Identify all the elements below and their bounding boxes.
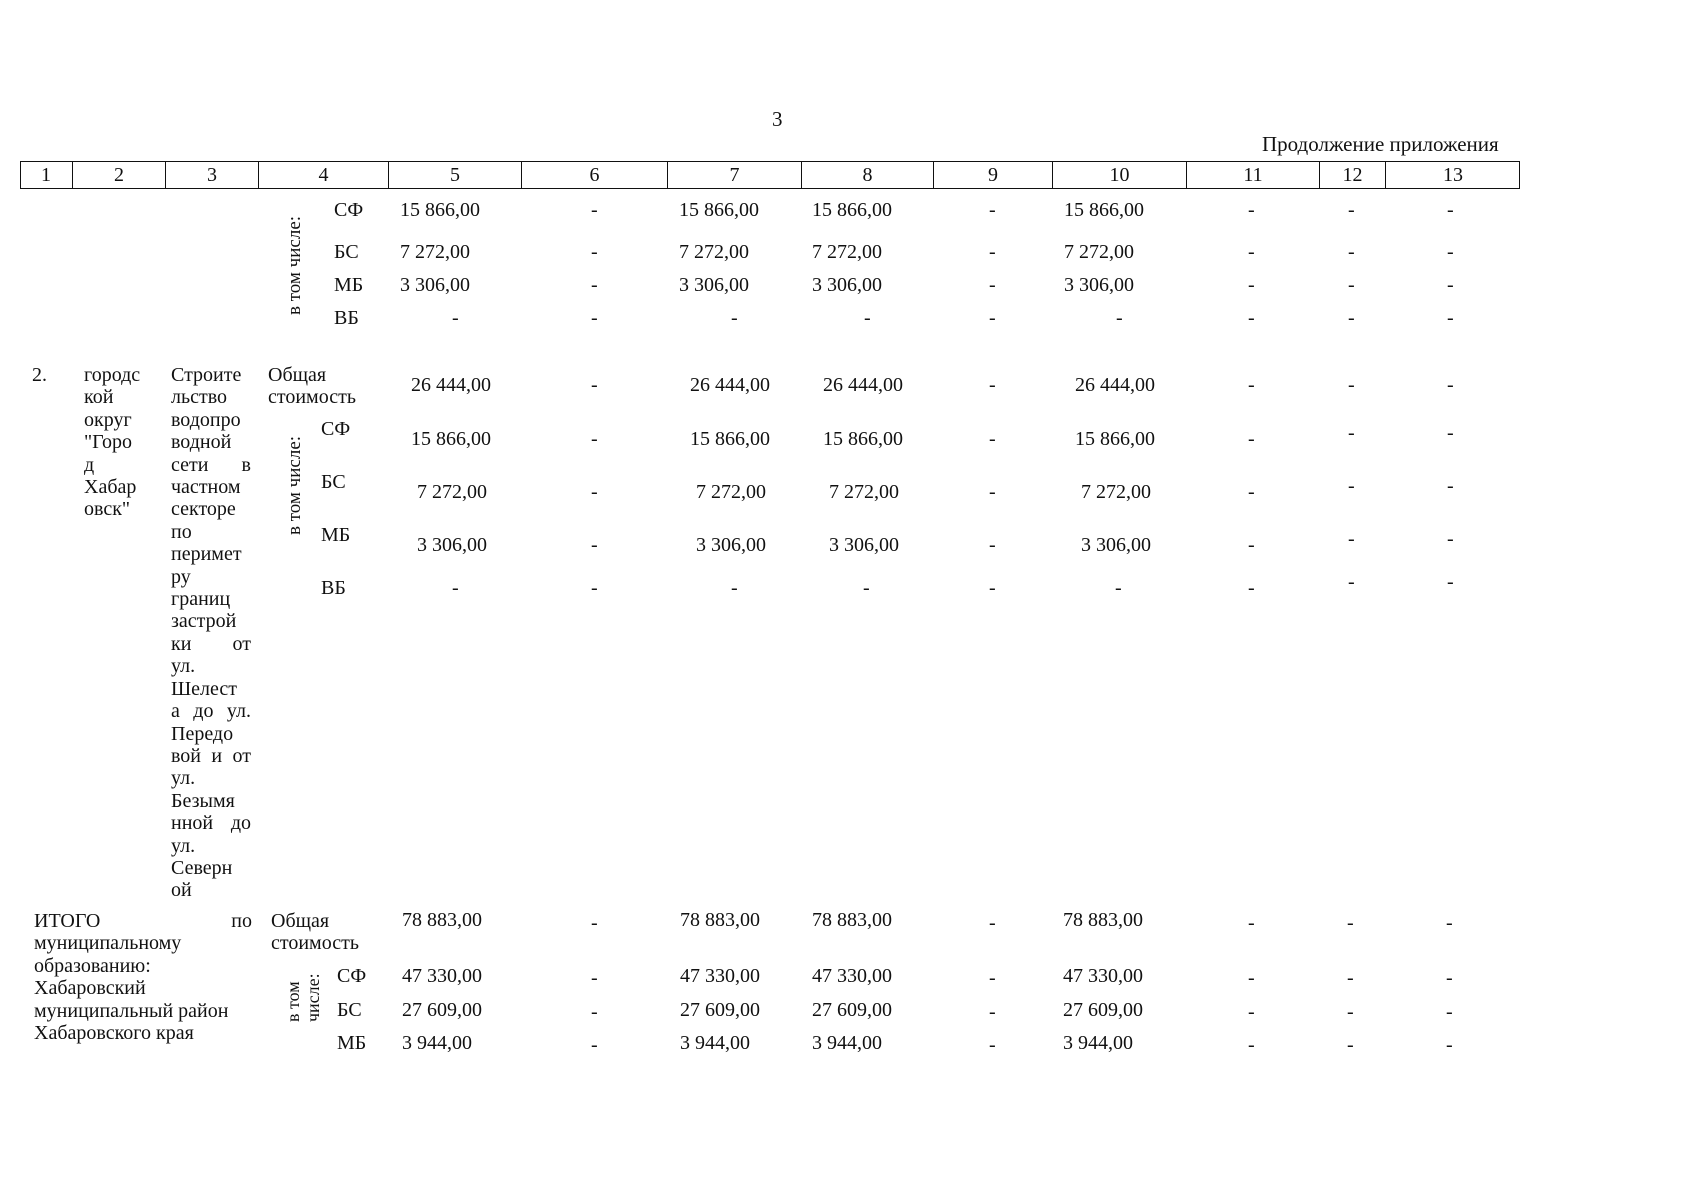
block2-project-name-line: льство bbox=[171, 386, 228, 409]
value-c11: - bbox=[1248, 1001, 1255, 1023]
value-c5: - bbox=[452, 307, 459, 329]
value-c13: - bbox=[1447, 241, 1454, 263]
value-c13: - bbox=[1447, 528, 1454, 550]
header-col-1: 1 bbox=[20, 161, 73, 189]
value-c6: - bbox=[591, 199, 598, 221]
value-c11: - bbox=[1248, 1034, 1255, 1056]
value-c9: - bbox=[989, 274, 996, 296]
value-c8: 3 306,00 bbox=[812, 274, 882, 296]
header-col-2: 2 bbox=[73, 161, 166, 189]
block2-project-name-line: водной bbox=[171, 431, 232, 454]
header-col-12: 12 bbox=[1320, 161, 1386, 189]
header-col-9: 9 bbox=[934, 161, 1053, 189]
block2-project-name-line: Безымя bbox=[171, 789, 235, 812]
grand-total-cost-label bbox=[271, 910, 359, 954]
value-c12: - bbox=[1347, 1034, 1354, 1056]
block2-project-name-line: ул. bbox=[171, 767, 196, 790]
value-c5: 27 609,00 bbox=[402, 999, 482, 1021]
value-c6: - bbox=[591, 274, 598, 296]
block1-vertical-label: в том числе: bbox=[284, 215, 305, 315]
funding-type-МБ: МБ bbox=[321, 524, 351, 546]
value-c9: - bbox=[989, 241, 996, 263]
value-c12: - bbox=[1348, 422, 1355, 444]
value-c6: - bbox=[591, 967, 598, 989]
value-c9: - bbox=[989, 307, 996, 329]
value-c11: - bbox=[1248, 481, 1255, 503]
value-c8: - bbox=[863, 577, 870, 599]
value-c9: - bbox=[989, 428, 996, 450]
total-c11: - bbox=[1248, 374, 1255, 396]
header-col-11: 11 bbox=[1187, 161, 1320, 189]
block2-project-name-line: ул. bbox=[171, 834, 196, 857]
grand-total-c6: - bbox=[591, 912, 598, 934]
value-c7: 3 306,00 bbox=[679, 274, 749, 296]
total-c9: - bbox=[989, 374, 996, 396]
value-c9: - bbox=[989, 534, 996, 556]
grand-total-c7: 78 883,00 bbox=[680, 909, 760, 931]
value-c13: - bbox=[1447, 475, 1454, 497]
grand-total-vertical-line2: числе: bbox=[303, 973, 323, 1022]
block2-project-name-line: сети в bbox=[171, 453, 251, 476]
value-c10: - bbox=[1115, 577, 1122, 599]
value-c13: - bbox=[1447, 199, 1454, 221]
value-c10: 7 272,00 bbox=[1081, 481, 1151, 503]
block2-project-name bbox=[171, 364, 251, 902]
block2-municipality-line: овск" bbox=[84, 498, 131, 521]
block2-project-name-line: по bbox=[171, 520, 192, 543]
grand-total-label-line: муниципальный район bbox=[34, 999, 229, 1022]
header-col-5: 5 bbox=[389, 161, 522, 189]
block2-project-name-line: Шелест bbox=[171, 677, 238, 700]
funding-type-СФ: СФ bbox=[321, 418, 351, 440]
grand-total-label-line: образованию: bbox=[34, 954, 151, 977]
grand-total-vertical-line1: в том bbox=[283, 981, 303, 1022]
value-c8: 3 944,00 bbox=[812, 1032, 882, 1054]
grand-total-label-line: муниципальному bbox=[34, 932, 182, 955]
value-c10: 7 272,00 bbox=[1064, 241, 1134, 263]
grand-total-label-rest bbox=[34, 932, 252, 1044]
value-c10: 47 330,00 bbox=[1063, 965, 1143, 987]
value-c10: 3 306,00 bbox=[1064, 274, 1134, 296]
page-number: 3 bbox=[772, 107, 783, 131]
value-c9: - bbox=[989, 1034, 996, 1056]
value-c12: - bbox=[1348, 199, 1355, 221]
value-c5: 15 866,00 bbox=[411, 428, 491, 450]
block2-project-name-line: секторе bbox=[171, 498, 236, 521]
funding-type-ВБ: ВБ bbox=[334, 307, 359, 329]
grand-total-label-right: по bbox=[231, 910, 252, 932]
funding-type-БС: БС bbox=[321, 471, 346, 493]
value-c13: - bbox=[1447, 274, 1454, 296]
value-c9: - bbox=[989, 577, 996, 599]
value-c11: - bbox=[1248, 428, 1255, 450]
header-col-6: 6 bbox=[522, 161, 668, 189]
total-c13: - bbox=[1447, 374, 1454, 396]
value-c12: - bbox=[1348, 475, 1355, 497]
block2-municipality-line: городс bbox=[84, 364, 141, 386]
header-col-4: 4 bbox=[259, 161, 389, 189]
block2-project-name-line: границ bbox=[171, 588, 231, 611]
total-c5: 26 444,00 bbox=[411, 374, 491, 396]
block2-vertical-label: в том числе: bbox=[284, 435, 305, 535]
value-c9: - bbox=[989, 967, 996, 989]
grand-total-label bbox=[34, 910, 252, 1044]
value-c11: - bbox=[1248, 274, 1255, 296]
block2-project-name-line: ру bbox=[171, 565, 191, 588]
value-c8: 7 272,00 bbox=[812, 241, 882, 263]
value-c7: 15 866,00 bbox=[679, 199, 759, 221]
value-c8: 7 272,00 bbox=[829, 481, 899, 503]
value-c10: 3 306,00 bbox=[1081, 534, 1151, 556]
value-c10: 15 866,00 bbox=[1064, 199, 1144, 221]
grand-total-label-line: Хабаровского края bbox=[34, 1022, 194, 1045]
value-c11: - bbox=[1248, 241, 1255, 263]
value-c6: - bbox=[591, 307, 598, 329]
block2-project-name-line: частном bbox=[171, 476, 241, 499]
total-c6: - bbox=[591, 374, 598, 396]
value-c8: - bbox=[864, 307, 871, 329]
value-c12: - bbox=[1347, 967, 1354, 989]
value-c8: 15 866,00 bbox=[812, 199, 892, 221]
header-col-7: 7 bbox=[668, 161, 802, 189]
header-col-10: 10 bbox=[1053, 161, 1187, 189]
value-c10: 3 944,00 bbox=[1063, 1032, 1133, 1054]
value-c11: - bbox=[1248, 534, 1255, 556]
value-c10: 15 866,00 bbox=[1075, 428, 1155, 450]
value-c5: 7 272,00 bbox=[417, 481, 487, 503]
value-c7: 3 306,00 bbox=[696, 534, 766, 556]
value-c6: - bbox=[591, 1001, 598, 1023]
total-c12: - bbox=[1348, 374, 1355, 396]
value-c11: - bbox=[1248, 199, 1255, 221]
value-c6: - bbox=[591, 577, 598, 599]
value-c11: - bbox=[1248, 577, 1255, 599]
grand-total-c8: 78 883,00 bbox=[812, 909, 892, 931]
block2-project-name-line: перимет bbox=[171, 543, 242, 566]
funding-type-ВБ: ВБ bbox=[321, 577, 346, 599]
block2-number: 2. bbox=[32, 364, 47, 386]
value-c9: - bbox=[989, 199, 996, 221]
grand-total-c11: - bbox=[1248, 912, 1255, 934]
grand-total-label-line: Хабаровский bbox=[34, 977, 146, 1000]
value-c5: 47 330,00 bbox=[402, 965, 482, 987]
block2-project-name-line: а до ул. bbox=[171, 700, 251, 723]
value-c13: - bbox=[1447, 571, 1454, 593]
value-c13: - bbox=[1446, 967, 1453, 989]
block2-municipality bbox=[84, 364, 140, 521]
value-c5: - bbox=[452, 577, 459, 599]
block2-municipality-line: д bbox=[84, 453, 95, 476]
header-col-13: 13 bbox=[1443, 163, 1463, 186]
value-c7: 27 609,00 bbox=[680, 999, 760, 1021]
value-c12: - bbox=[1348, 274, 1355, 296]
funding-type-СФ: СФ bbox=[337, 965, 367, 987]
block2-total-label bbox=[268, 364, 356, 408]
block2-project-name-line: застрой bbox=[171, 610, 237, 633]
value-c12: - bbox=[1348, 571, 1355, 593]
block2-project-name-line: ул. bbox=[171, 655, 196, 678]
grand-total-c10: 78 883,00 bbox=[1063, 909, 1143, 931]
value-c11: - bbox=[1248, 307, 1255, 329]
grand-total-label-left: ИТОГО bbox=[34, 910, 101, 932]
grand-total-label-line1 bbox=[34, 910, 252, 932]
block2-municipality-line: округ bbox=[84, 408, 132, 431]
value-c10: 27 609,00 bbox=[1063, 999, 1143, 1021]
value-c7: 15 866,00 bbox=[690, 428, 770, 450]
grand-total-c13: - bbox=[1446, 912, 1453, 934]
block2-municipality-line: Хабар bbox=[84, 476, 137, 499]
value-c5: 3 306,00 bbox=[417, 534, 487, 556]
header-col-3: 3 bbox=[166, 161, 259, 189]
funding-type-МБ: МБ bbox=[334, 274, 364, 296]
value-c13: - bbox=[1446, 1034, 1453, 1056]
total-c10: 26 444,00 bbox=[1075, 374, 1155, 396]
value-c7: 3 944,00 bbox=[680, 1032, 750, 1054]
value-c13: - bbox=[1447, 422, 1454, 444]
funding-type-МБ: МБ bbox=[337, 1032, 367, 1054]
grand-total-cost-label-line1: Общая bbox=[271, 910, 330, 932]
grand-total-cost-label-line2: стоимость bbox=[271, 932, 359, 954]
block2-project-name-line: Передо bbox=[171, 722, 234, 745]
continuation-title: Продолжение приложения bbox=[1262, 132, 1499, 156]
value-c12: - bbox=[1348, 528, 1355, 550]
header-col-8: 8 bbox=[802, 161, 934, 189]
value-c6: - bbox=[591, 241, 598, 263]
value-c9: - bbox=[989, 481, 996, 503]
value-c10: - bbox=[1116, 307, 1123, 329]
block2-project-name-line: Строите bbox=[171, 364, 242, 386]
value-c12: - bbox=[1348, 241, 1355, 263]
block2-total-label-line2: стоимость bbox=[268, 386, 356, 408]
value-c7: 7 272,00 bbox=[679, 241, 749, 263]
value-c6: - bbox=[591, 534, 598, 556]
value-c7: 47 330,00 bbox=[680, 965, 760, 987]
block2-municipality-line: "Горо bbox=[84, 431, 132, 454]
grand-total-c5: 78 883,00 bbox=[402, 909, 482, 931]
funding-type-БС: БС bbox=[337, 999, 362, 1021]
value-c5: 3 306,00 bbox=[400, 274, 470, 296]
value-c6: - bbox=[591, 1034, 598, 1056]
funding-type-СФ: СФ bbox=[334, 199, 364, 221]
funding-type-БС: БС bbox=[334, 241, 359, 263]
block2-project-name-line: ки от bbox=[171, 632, 251, 655]
value-c6: - bbox=[591, 428, 598, 450]
value-c12: - bbox=[1347, 1001, 1354, 1023]
grand-total-vertical-label bbox=[283, 973, 323, 1022]
value-c9: - bbox=[989, 1001, 996, 1023]
value-c7: - bbox=[731, 307, 738, 329]
total-c7: 26 444,00 bbox=[690, 374, 770, 396]
grand-total-c9: - bbox=[989, 912, 996, 934]
value-c12: - bbox=[1348, 307, 1355, 329]
block2-project-name-line: водопро bbox=[171, 408, 241, 431]
block2-project-name-line: нной до bbox=[171, 812, 251, 835]
block2-project-name-line: вой и от bbox=[171, 744, 251, 767]
block2-municipality-line: кой bbox=[84, 386, 114, 409]
value-c5: 3 944,00 bbox=[402, 1032, 472, 1054]
block2-project-name-line: Северн bbox=[171, 856, 233, 879]
value-c11: - bbox=[1248, 967, 1255, 989]
value-c7: - bbox=[731, 577, 738, 599]
total-c8: 26 444,00 bbox=[823, 374, 903, 396]
value-c5: 15 866,00 bbox=[400, 199, 480, 221]
block2-total-label-line1: Общая bbox=[268, 364, 327, 386]
value-c7: 7 272,00 bbox=[696, 481, 766, 503]
value-c5: 7 272,00 bbox=[400, 241, 470, 263]
value-c13: - bbox=[1446, 1001, 1453, 1023]
block2-project-name-line: ой bbox=[171, 879, 192, 902]
value-c8: 15 866,00 bbox=[823, 428, 903, 450]
value-c6: - bbox=[591, 481, 598, 503]
value-c8: 47 330,00 bbox=[812, 965, 892, 987]
value-c8: 3 306,00 bbox=[829, 534, 899, 556]
value-c13: - bbox=[1447, 307, 1454, 329]
value-c8: 27 609,00 bbox=[812, 999, 892, 1021]
grand-total-c12: - bbox=[1347, 912, 1354, 934]
